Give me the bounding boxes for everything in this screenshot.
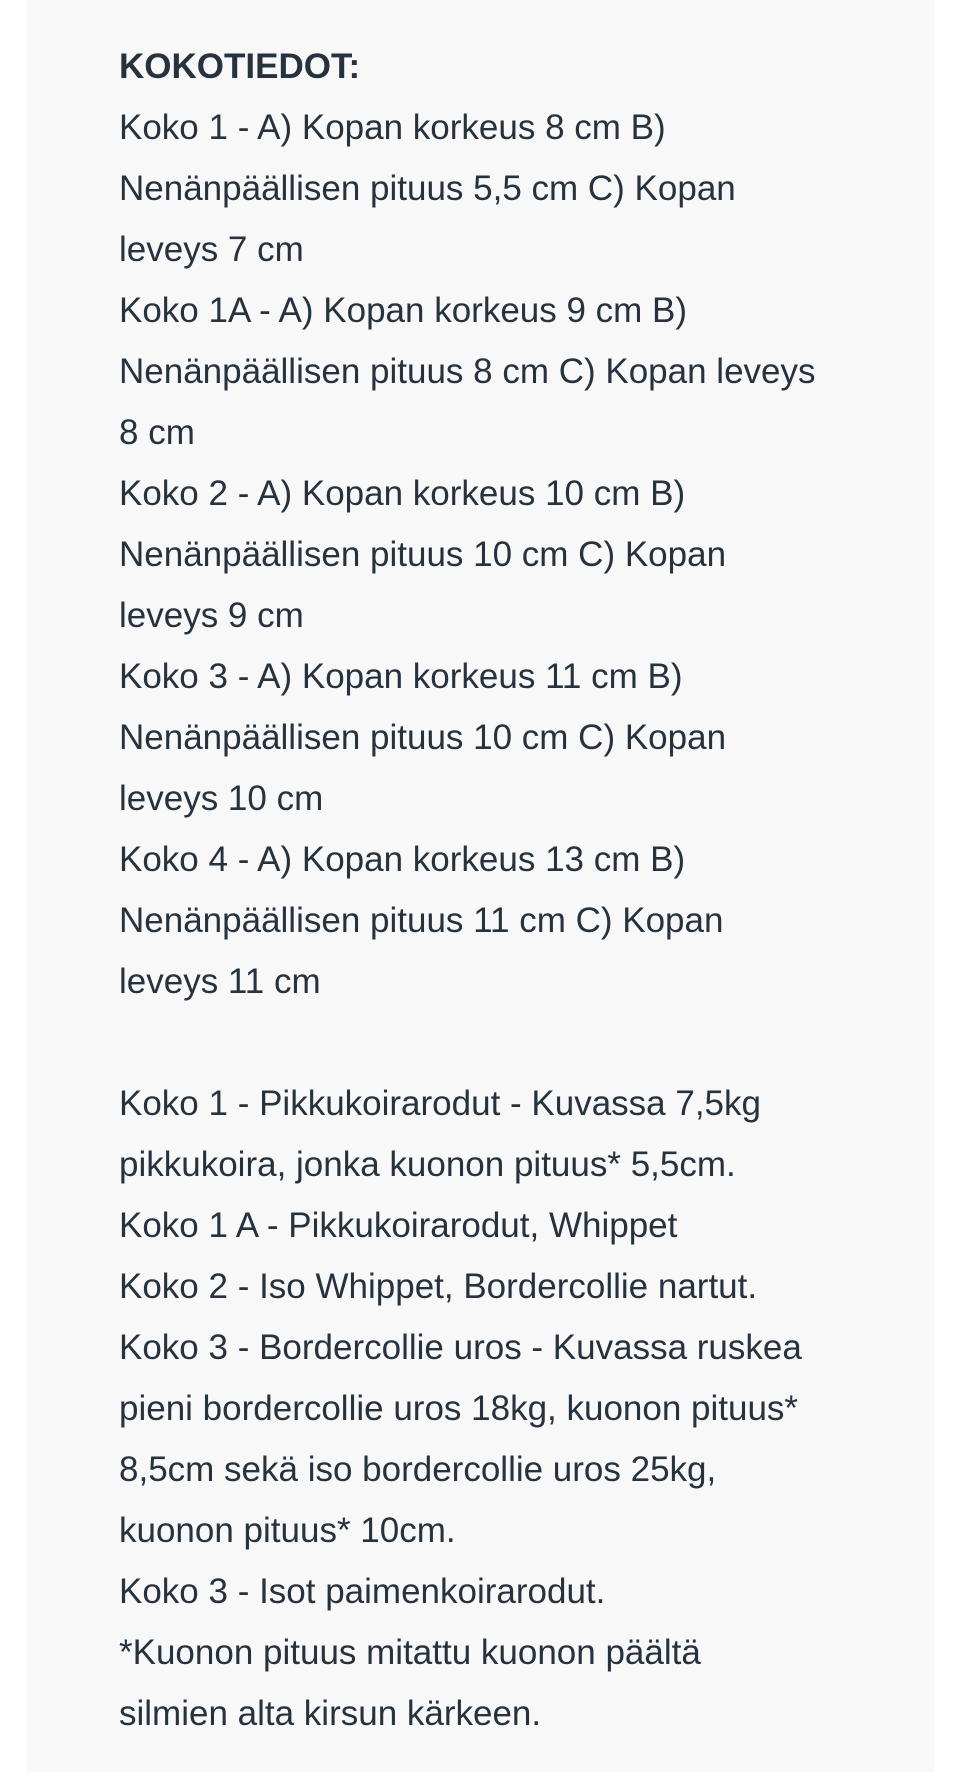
size-line: Koko 3 - A) Kopan korkeus 11 cm B)	[119, 657, 683, 696]
breed-sizes	[119, 1073, 939, 1744]
size-info-text	[119, 36, 939, 1744]
breed-line: Koko 1 - Pikkukoirarodut - Kuvassa 7,5kg	[119, 1084, 761, 1123]
size-line: Nenänpäällisen pituus 10 cm C) Kopan	[119, 718, 727, 757]
size-line: leveys 7 cm	[119, 230, 304, 269]
size-line: Koko 4 - A) Kopan korkeus 13 cm B)	[119, 840, 686, 879]
breed-line: pieni bordercollie uros 18kg, kuonon pituus*	[119, 1389, 799, 1428]
size-line: Nenänpäällisen pituus 8 cm C) Kopan leveys	[119, 352, 816, 391]
breed-line: Koko 3 - Bordercollie uros - Kuvassa ruskea	[119, 1328, 802, 1367]
size-line: leveys 10 cm	[119, 779, 324, 818]
breed-line: Koko 3 - Isot paimenkoirarodut.	[119, 1572, 606, 1611]
content-card	[27, 0, 934, 1772]
breed-line: *Kuonon pituus mitattu kuonon päältä	[119, 1633, 701, 1672]
size-line: 8 cm	[119, 413, 195, 452]
size-line: Koko 2 - A) Kopan korkeus 10 cm B)	[119, 474, 686, 513]
size-line: Nenänpäällisen pituus 10 cm C) Kopan	[119, 535, 727, 574]
size-line: leveys 9 cm	[119, 596, 304, 635]
size-line: leveys 11 cm	[119, 962, 321, 1001]
breed-line: Koko 1 A - Pikkukoirarodut, Whippet	[119, 1206, 678, 1245]
spacer	[119, 1012, 939, 1073]
breed-line: silmien alta kirsun kärkeen.	[119, 1694, 542, 1733]
breed-line: kuonon pituus* 10cm.	[119, 1511, 456, 1550]
breed-line: Koko 2 - Iso Whippet, Bordercollie nartut.	[119, 1267, 758, 1306]
size-line: Nenänpäällisen pituus 11 cm C) Kopan	[119, 901, 724, 940]
breed-line: pikkukoira, jonka kuonon pituus* 5,5cm.	[119, 1145, 736, 1184]
size-line: Nenänpäällisen pituus 5,5 cm C) Kopan	[119, 169, 736, 208]
breed-line: 8,5cm sekä iso bordercollie uros 25kg,	[119, 1450, 717, 1489]
heading: KOKOTIEDOT:	[119, 47, 361, 86]
size-measurements	[119, 97, 939, 1012]
size-line: Koko 1A - A) Kopan korkeus 9 cm B)	[119, 291, 688, 330]
size-line: Koko 1 - A) Kopan korkeus 8 cm B)	[119, 108, 666, 147]
